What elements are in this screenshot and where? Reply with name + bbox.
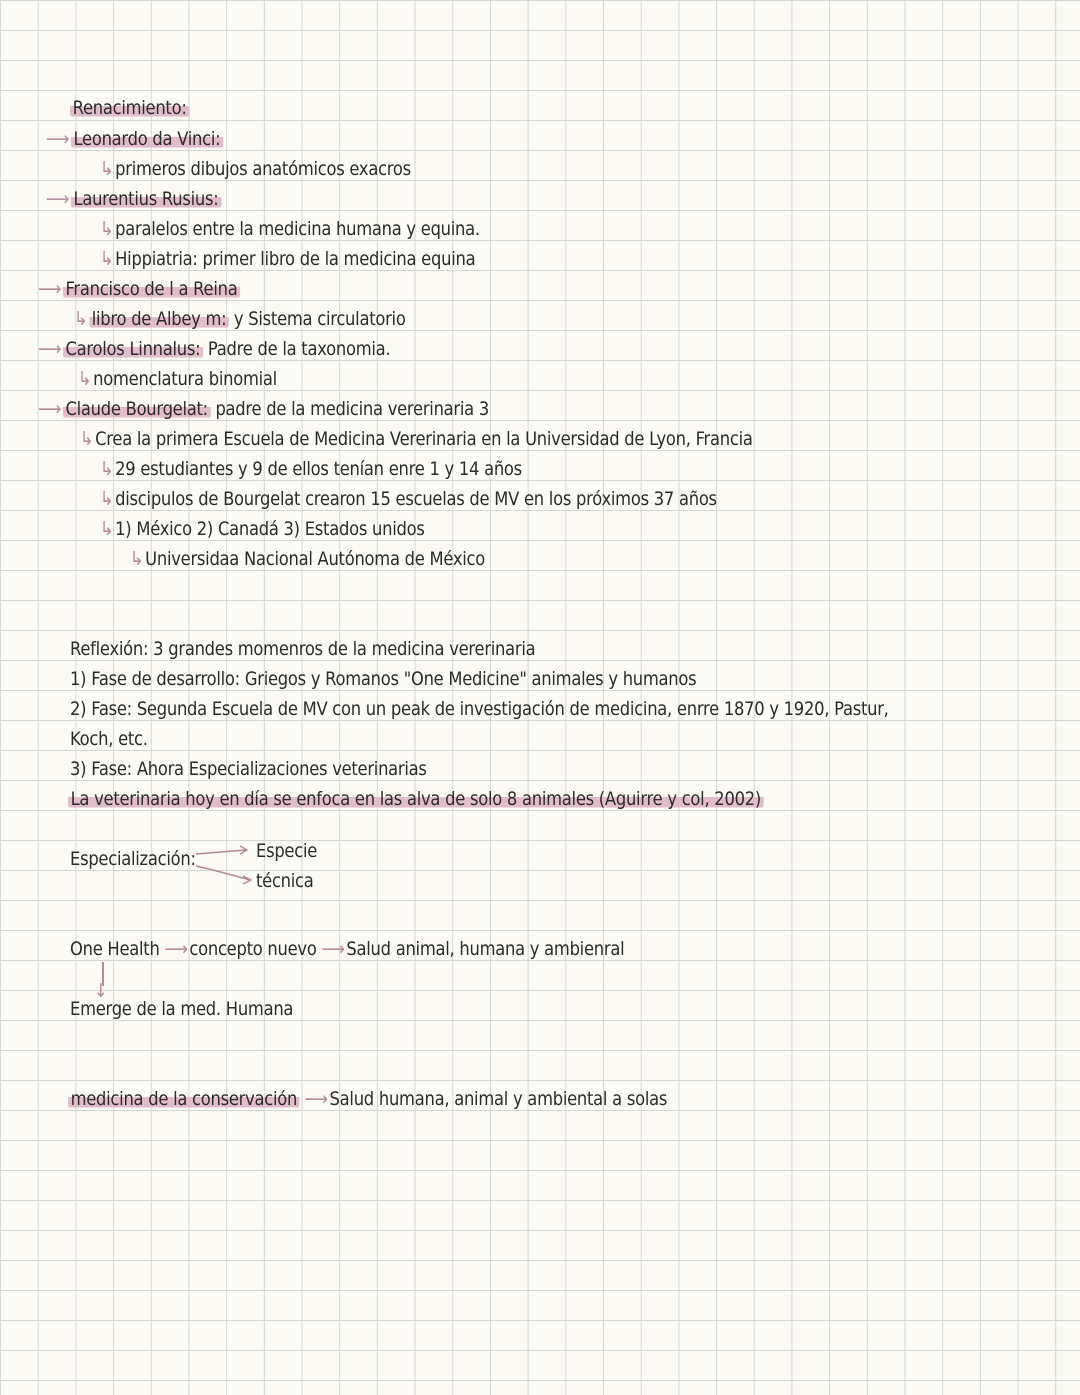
elbow-arrow-icon: ↳ bbox=[100, 158, 114, 180]
sub-claude-4: ↳1) México 2) Canadá 3) Estados unidos bbox=[100, 518, 425, 540]
fase-1: 1) Fase de desarrollo: Griegos y Romanos "One Medicine" animales y humanos bbox=[70, 668, 697, 690]
fase-2-cont: Koch, etc. bbox=[70, 728, 148, 750]
sub-claude-3: ↳discipulos de Bourgelat crearon 15 escuelas de MV en los próximos 37 años bbox=[100, 488, 717, 510]
highlight: medicina de la conservación bbox=[68, 1088, 300, 1110]
highlight: Claude Bourgelat: bbox=[63, 398, 211, 420]
highlight: Laurentius Rusius: bbox=[71, 188, 221, 210]
fase-2: 2) Fase: Segunda Escuela de MV con un peak de investigación de medicina, enrre 1870 y 1920, Pastur, bbox=[70, 698, 889, 720]
sub-claude-5: ↳Universidaa Nacional Autónoma de México bbox=[130, 548, 485, 570]
sub-claude-1: ↳Crea la primera Escuela de Medicina Vererinaria en la Universidad de Lyon, Francia bbox=[80, 428, 753, 450]
veterinaria-hoy bbox=[68, 784, 764, 814]
elbow-arrow-icon: ↳ bbox=[80, 428, 94, 450]
elbow-arrow-icon: ↳ bbox=[130, 548, 144, 570]
conservacion-line: medicina de la conservación ⟶Salud humana, animal y ambiental a solas bbox=[68, 1084, 667, 1114]
arrow-right-icon: ⟶ bbox=[46, 128, 70, 150]
sub-francisco: ↳ libro de Albey m: y Sistema circulatorio bbox=[74, 308, 406, 330]
item-claude: ⟶ Claude Bourgelat: padre de la medicina vererinaria 3 bbox=[38, 398, 490, 420]
tecnica-label: técnica bbox=[256, 870, 314, 892]
arrow-to-tecnica bbox=[196, 866, 250, 880]
one-health-line: One Health ⟶concepto nuevo ⟶Salud animal, humana y ambienral bbox=[70, 938, 625, 960]
item-laurentius bbox=[46, 184, 221, 214]
arrow-right-icon: ⟶ bbox=[38, 278, 62, 300]
arrow-right-icon: ⟶ bbox=[321, 938, 345, 960]
reflexion-label: Reflexión: bbox=[70, 638, 149, 660]
sub-carolos: ↳nomenclatura binomial bbox=[78, 368, 277, 390]
heading-renacimiento bbox=[70, 93, 189, 123]
highlight: Carolos Linnalus: bbox=[63, 338, 203, 360]
arrow-right-icon: ⟶ bbox=[164, 938, 188, 960]
highlight: Renacimiento: bbox=[70, 97, 189, 119]
arrow-right-icon: ⟶ bbox=[46, 188, 70, 210]
fase-3: 3) Fase: Ahora Especializaciones veterinarias bbox=[70, 758, 427, 780]
highlight: libro de Albey m: bbox=[89, 308, 229, 330]
especie-label: Especie bbox=[256, 840, 318, 862]
sub-laurentius-2: ↳Hippiatria: primer libro de la medicina equina bbox=[100, 248, 476, 270]
arrow-down-icon: ↓ bbox=[94, 980, 108, 1002]
reflexion-line: Reflexión: 3 grandes momenros de la medicina vererinaria bbox=[70, 638, 536, 660]
elbow-arrow-icon: ↳ bbox=[100, 488, 114, 510]
item-francisco bbox=[38, 274, 240, 304]
elbow-arrow-icon: ↳ bbox=[74, 308, 88, 330]
arrow-right-icon: ⟶ bbox=[38, 398, 62, 420]
arrow-right-icon: ⟶ bbox=[304, 1088, 328, 1110]
arrow-head-tecnica bbox=[243, 876, 251, 884]
sub-laurentius-1: ↳paralelos entre la medicina humana y equina. bbox=[100, 218, 480, 240]
elbow-arrow-icon: ↳ bbox=[100, 458, 114, 480]
elbow-arrow-icon: ↳ bbox=[78, 368, 92, 390]
one-health-label: One Health bbox=[70, 938, 160, 960]
elbow-arrow-icon: ↳ bbox=[100, 248, 114, 270]
item-leonardo bbox=[46, 124, 223, 154]
especializacion-label: Especialización: bbox=[70, 848, 196, 870]
elbow-arrow-icon: ↳ bbox=[100, 218, 114, 240]
item-carolos: ⟶ Carolos Linnalus: Padre de la taxonomia. bbox=[38, 338, 391, 360]
highlight: La veterinaria hoy en día se enfoca en las alva de solo 8 animales (Aguirre y col, 2002) bbox=[68, 788, 764, 810]
highlight: Leonardo da Vinci: bbox=[71, 128, 223, 150]
arrow-head-especie bbox=[240, 846, 247, 854]
sub-leonardo: ↳primeros dibujos anatómicos exacros bbox=[100, 158, 411, 180]
elbow-arrow-icon: ↳ bbox=[100, 518, 114, 540]
emerge-line: Emerge de la med. Humana bbox=[70, 998, 294, 1020]
arrow-right-icon: ⟶ bbox=[38, 338, 62, 360]
arrow-to-especie bbox=[196, 850, 246, 854]
sub-claude-2: ↳29 estudiantes y 9 de ellos tenían enre 1 y 14 años bbox=[100, 458, 522, 480]
highlight: Francisco de l a Reina bbox=[63, 278, 240, 300]
